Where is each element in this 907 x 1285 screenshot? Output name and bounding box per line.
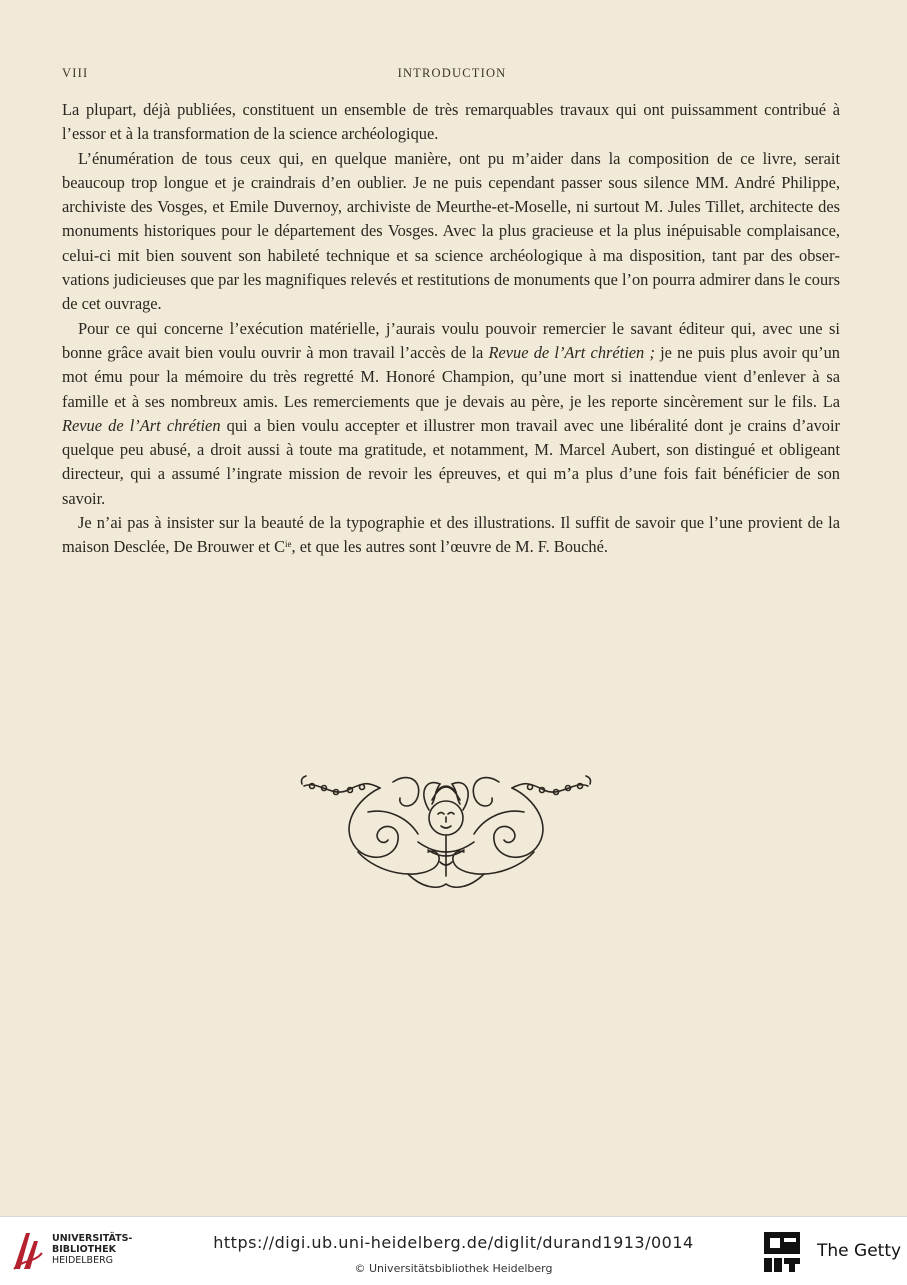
journal-title-italic-2: Revue de l’Art chrétien xyxy=(62,415,221,435)
paragraph-3-text-b: je ne puis plus avoir qu’un mot ému pour la mémoire du très regretté M. Honoré Champion, qu’une mort si inattendue vient d’enlever à sa famille et à ses nombreux amis. Les remerciements que je devais au père, je les reporte sincèrement sur le fils. La xyxy=(62,342,840,411)
copyright-notice: © Universitätsbibliothek Heidelberg xyxy=(354,1262,553,1275)
paragraph-3-text-c: qui a bien voulu accepter et illustrer mon travail avec une libéralité dont je crains d’avoir quelque peu abusé, a droit aussi à toute ma gratitude, et notamment, M. Marcel Aubert, son distingué et obligeant directeur, qui a assumé l’ingrate mission de revoir les épreuves, et qui m’a plus d’une fois fait bénéficier de son savoir. xyxy=(62,415,840,508)
library-name-line2: BIBLIOTHEK xyxy=(52,1244,116,1255)
paragraph-1: La plupart, déjà publiées, constituent un ensemble de très remarquables travaux qui ont puissamment contribué à l’essor et à la transformation de la science archéologique. xyxy=(62,100,840,144)
getty-logo-icon xyxy=(762,1230,802,1274)
partner-name: The Getty xyxy=(817,1241,902,1261)
paragraph-4 xyxy=(62,511,840,560)
paragraph-4-text-a: Je n’ai pas à insister sur la beauté de la typographie et des illustrations. Il suffit de savoir que l’une provient de la maison Desclée, De Brouwer et C xyxy=(62,513,840,557)
permalink-url[interactable]: https://digi.ub.uni-heidelberg.de/diglit/durand1913/0014 xyxy=(213,1233,694,1252)
cherub-scroll-ornament-icon xyxy=(298,762,594,892)
paragraph-3-text-a: Pour ce qui concerne l’exécution matérielle, j’aurais voulu pouvoir remercier le savant éditeur qui, avec une si bonne grâce avait bien voulu ouvrir à mon travail l’accès de la xyxy=(62,318,840,362)
paragraph-3 xyxy=(62,317,840,511)
page-number: VIII xyxy=(62,66,89,80)
superscript-ie: ie xyxy=(285,539,292,550)
paragraph-4-text-b: , et que les autres sont l’œuvre de M. F. Bouché. xyxy=(291,537,608,557)
journal-title-italic: Revue de l’Art chrétien ; xyxy=(488,342,655,362)
library-name-line3: HEIDELBERG xyxy=(52,1255,114,1266)
paragraph-2: L’énumération de tous ceux qui, en quelque manière, ont pu m’aider dans la composition de ce livre, serait beaucoup trop longue et je craindrais d’en oublier. Je ne puis cependant passer sous silence MM. André Philippe, archiviste des Vosges, et Emile Duvernoy, archiviste de Meurthe-et-Moselle, ni surtout M. Jules Tillet, architecte des monuments historiques pour le département des Vosges. Avec la plus gracieuse et la plus inépuisable complaisance, celui-ci mit bien souvent son habileté technique et sa science archéologique à ma disposition, tant par des observations judicieuses que par les magnifiques relevés et restitutions de monuments que l’on pourra admirer dans le cours de cet ouvrage. xyxy=(62,148,840,314)
body-text xyxy=(62,98,840,560)
running-title: INTRODUCTION xyxy=(397,66,507,80)
library-name-line1: UNIVERSITÄTS- xyxy=(52,1233,133,1244)
page-header xyxy=(62,66,842,84)
footer-bar xyxy=(0,1216,907,1285)
